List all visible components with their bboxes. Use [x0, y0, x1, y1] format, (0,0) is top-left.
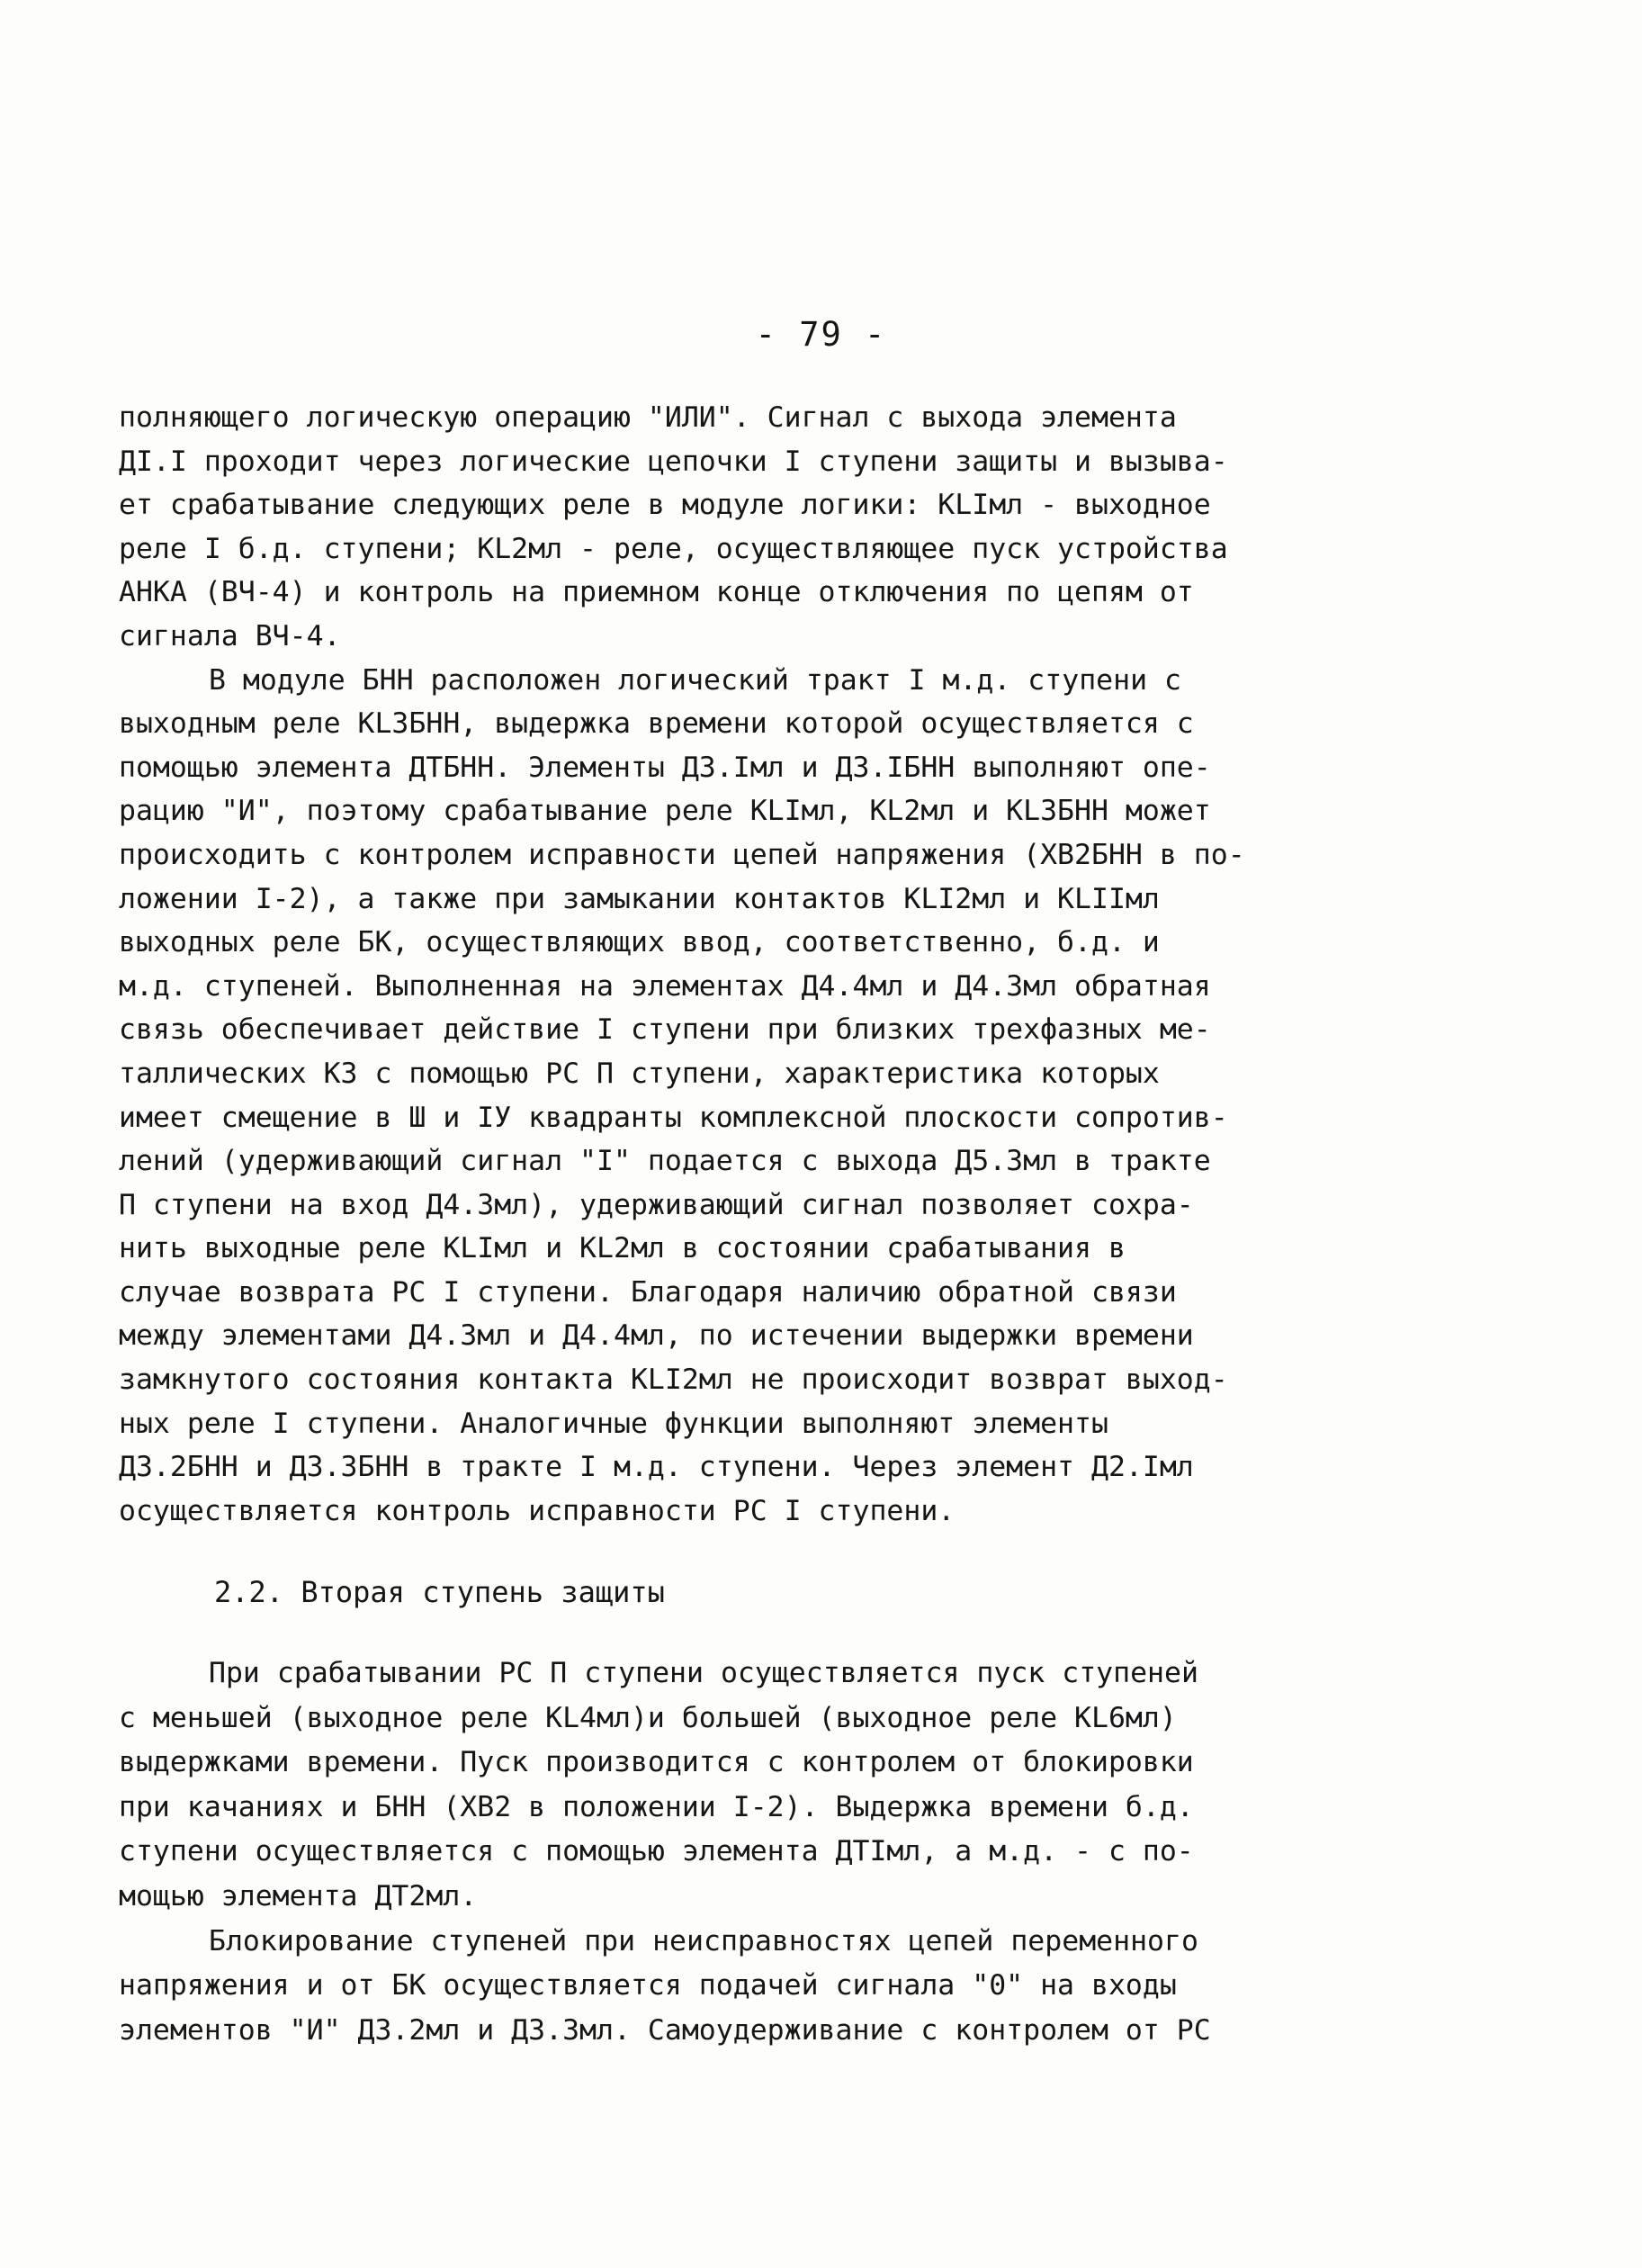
text-line: происходить с контролем исправности цепей напряжения (ХВ2БНН в по- — [119, 838, 1245, 871]
section-heading: 2.2. Вторая ступень защиты — [214, 1575, 665, 1609]
text-line: полняющего логическую операцию "ИЛИ". Сигнал с выхода элемента — [119, 401, 1177, 434]
text-line: между элементами Д4.3мл и Д4.4мл, по истечении выдержки времени — [119, 1319, 1194, 1353]
text-line: реле I б.д. ступени; КL2мл - реле, осуществляющее пуск устройства — [119, 532, 1228, 565]
text-line: При срабатывании РС П ступени осуществляется пуск ступеней — [209, 1657, 1198, 1689]
text-line: имеет смещение в Ш и IУ квадранты комплексной плоскости сопротив- — [119, 1101, 1228, 1134]
body-text-top — [119, 396, 1288, 1533]
page-number: - 79 - — [755, 315, 887, 354]
text-line: с меньшей (выходное реле КL4мл)и большей (выходное реле КL6мл) — [119, 1701, 1177, 1734]
text-line: осуществляется контроль исправности РС I ступени. — [119, 1494, 956, 1527]
text-line: ДЗ.2БНН и ДЗ.3БНН в тракте I м.д. ступени. Через элемент Д2.Iмл — [119, 1451, 1194, 1484]
text-line: выдержками времени. Пуск производится с контролем от блокировки — [119, 1746, 1194, 1779]
text-line: выходным реле КL3БНН, выдержка времени которой осуществляется с — [119, 707, 1194, 741]
text-line: м.д. ступеней. Выполненная на элементах Д4.4мл и Д4.3мл обратная — [119, 969, 1211, 1003]
text-line: лений (удерживающий сигнал "I" подается с выхода Д5.3мл в тракте — [119, 1145, 1211, 1178]
text-line: таллических КЗ с помощью РС П ступени, характеристика которых — [119, 1057, 1160, 1090]
text-line: помощью элемента ДТБНН. Элементы ДЗ.Iмл и ДЗ.IБНН выполняют опе- — [119, 751, 1211, 784]
text-line: выходных реле БК, осуществляющих ввод, соответственно, б.д. и — [119, 926, 1160, 959]
text-line: Блокирование ступеней при неисправностях цепей переменного — [209, 1924, 1198, 1958]
text-line: ступени осуществляется с помощью элемента ДТIмл, а м.д. - с по- — [119, 1835, 1194, 1868]
text-line: мощью элемента ДТ2мл. — [119, 1879, 478, 1912]
text-line: ложении I-2), а также при замыкании контактов КLI2мл и КLIIмл — [119, 882, 1160, 915]
text-line: АНКА (ВЧ-4) и контроль на приемном конце отключения по цепям от — [119, 576, 1194, 609]
text-line: ных реле I ступени. Аналогичные функции выполняют элементы — [119, 1407, 1108, 1440]
text-line: элементов "И" ДЗ.2мл и ДЗ.3мл. Самоудерживание с контролем от РС — [119, 2013, 1211, 2047]
text-line: ет срабатывание следующих реле в модуле логики: КLIмл - выходное — [119, 489, 1211, 522]
text-line: связь обеспечивает действие I ступени при близких трехфазных ме- — [119, 1013, 1211, 1047]
text-line: рацию "И", поэтому срабатывание реле КLIмл, КL2мл и КL3БНН может — [119, 795, 1211, 828]
text-line: В модуле БНН расположен логический тракт I м.д. ступени с — [209, 663, 1181, 697]
text-line: П ступени на вход Д4.3мл), удерживающий сигнал позволяет сохра- — [119, 1188, 1194, 1221]
text-line: сигнала ВЧ-4. — [119, 619, 341, 652]
text-line: при качаниях и БНН (ХВ2 в положении I-2). Выдержка времени б.д. — [119, 1790, 1194, 1823]
text-line: нить выходные реле КLIмл и КL2мл в состоянии срабатывания в — [119, 1232, 1126, 1265]
text-line: замкнутого состояния контакта КLI2мл не происходит возврат выход- — [119, 1364, 1228, 1397]
body-text-bottom — [119, 1652, 1288, 2053]
text-line: ДI.I проходит через логические цепочки I ступени защиты и вызыва- — [119, 445, 1228, 478]
text-line: напряжения и от БК осуществляется подачей сигнала "0" на входы — [119, 1969, 1177, 2002]
text-line: случае возврата РС I ступени. Благодаря наличию обратной связи — [119, 1275, 1177, 1309]
